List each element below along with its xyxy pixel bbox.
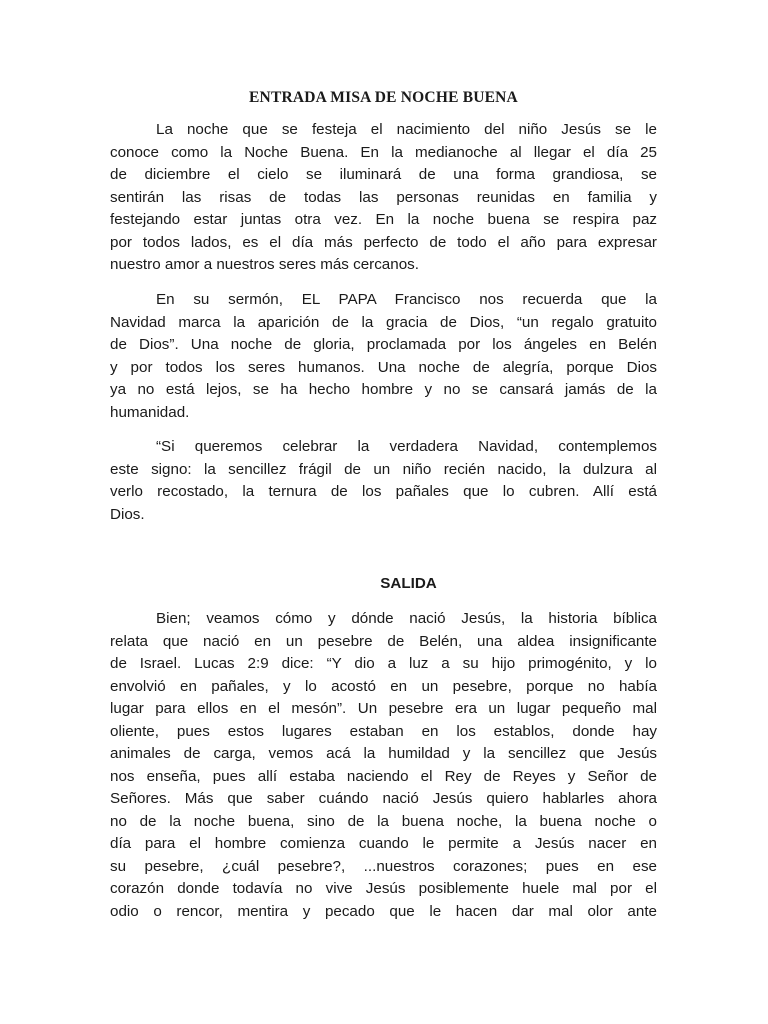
document-title: ENTRADA MISA DE NOCHE BUENA bbox=[249, 89, 518, 106]
paragraph-line: de Israel. Lucas 2:9 dice: “Y dio a luz a su hijo primogénito, y lo bbox=[110, 655, 657, 672]
paragraph-line: no de la noche buena, sino de la buena noche, la buena noche o bbox=[110, 812, 657, 830]
paragraph-line: relata que nació en un pesebre de Belén, una aldea insignificante bbox=[110, 632, 657, 650]
paragraph-1 bbox=[110, 119, 657, 277]
paragraph-2 bbox=[110, 289, 657, 424]
section-title-salida: SALIDA bbox=[380, 575, 437, 592]
paragraph-line: por todos lados, es el día más perfecto de todo el año para expresar bbox=[110, 233, 657, 251]
paragraph-line: conoce como la Noche Buena. En la medianoche al llegar el día 25 bbox=[110, 143, 657, 161]
paragraph-line: Bien; veamos cómo y dónde nació Jesús, la historia bíblica bbox=[156, 610, 657, 627]
paragraph-line: envolvió en pañales, y lo acostó en un pesebre, porque no había bbox=[110, 677, 657, 695]
paragraph-line: este signo: la sencillez frágil de un niño recién nacido, la dulzura al bbox=[110, 460, 657, 478]
paragraph-line: día para el hombre comienza cuando le permite a Jesús nacer en bbox=[110, 835, 657, 852]
paragraph-line: de diciembre el cielo se iluminará de una forma grandiosa, se bbox=[110, 166, 657, 183]
paragraph-line: “Si queremos celebrar la verdadera Navidad, contemplemos bbox=[156, 438, 657, 455]
paragraph-line: humanidad. bbox=[110, 403, 190, 421]
paragraph-line: ya no está lejos, se ha hecho hombre y no se cansará jamás de la bbox=[110, 381, 657, 398]
paragraph-line: nuestro amor a nuestros seres más cercanos. bbox=[110, 256, 419, 273]
paragraph-line: de Dios”. Una noche de gloria, proclamada por los ángeles en Belén bbox=[110, 336, 657, 353]
paragraph-4 bbox=[110, 608, 657, 923]
paragraph-line: odio o rencor, mentira y pecado que le hacen dar mal olor ante bbox=[110, 902, 657, 920]
paragraph-line: Navidad marca la aparición de la gracia de Dios, “un regalo gratuito bbox=[110, 313, 657, 331]
paragraph-line: oliente, pues estos lugares estaban en los establos, donde hay bbox=[110, 722, 657, 740]
paragraph-line: animales de carga, vemos acá la humildad y la sencillez que Jesús bbox=[110, 745, 657, 762]
paragraph-line: La noche que se festeja el nacimiento del niño Jesús se le bbox=[156, 121, 657, 138]
paragraph-line: Señores. Más que saber cuándo nació Jesús quiero hablarles ahora bbox=[110, 790, 657, 807]
paragraph-line: lugar para ellos en el mesón”. Un pesebre era un lugar pequeño mal bbox=[110, 700, 657, 717]
paragraph-line: Dios. bbox=[110, 505, 145, 523]
paragraph-line: verlo recostado, la ternura de los pañales que lo cubren. Allí está bbox=[110, 483, 657, 500]
paragraph-line: y por todos los seres humanos. Una noche de alegría, porque Dios bbox=[110, 358, 657, 376]
paragraph-line: festejando estar juntas otra vez. En la noche buena se respira paz bbox=[110, 211, 657, 228]
paragraph-line: nos enseña, pues allí estaba naciendo el Rey de Reyes y Señor de bbox=[110, 767, 657, 785]
paragraph-line: su pesebre, ¿cuál pesebre?, ...nuestros corazones; pues en ese bbox=[110, 857, 657, 875]
paragraph-line: sentirán las risas de todas las personas reunidas en familia y bbox=[110, 188, 657, 206]
paragraph-3 bbox=[110, 436, 657, 526]
paragraph-line: En su sermón, EL PAPA Francisco nos recuerda que la bbox=[156, 291, 657, 308]
paragraph-line: corazón donde todavía no vive Jesús posiblemente huele mal por el bbox=[110, 880, 657, 897]
